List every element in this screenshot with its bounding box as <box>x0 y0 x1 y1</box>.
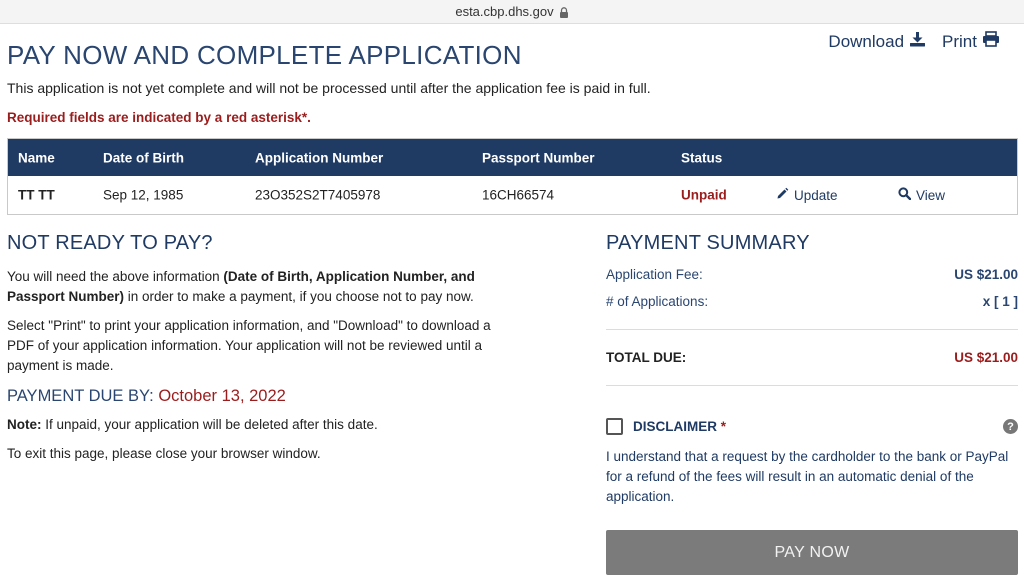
note-text: If unpaid, your application will be deleted after this date. <box>41 417 378 432</box>
update-label: Update <box>794 187 838 203</box>
not-ready-paragraph-1 <box>7 267 507 307</box>
disclaimer-checkbox[interactable] <box>606 418 623 435</box>
printer-icon <box>982 31 1000 52</box>
help-icon[interactable] <box>1003 419 1018 434</box>
status-badge: Unpaid <box>681 187 727 203</box>
p1-text-c: in order to make a payment, if you choose not to pay now. <box>124 289 474 304</box>
payment-due-date: October 13, 2022 <box>158 387 286 405</box>
disclaimer-control <box>606 418 726 435</box>
url-text: esta.cbp.dhs.gov <box>455 4 554 19</box>
total-divider <box>606 385 1018 386</box>
application-number: 23O352S2T7405978 <box>255 187 381 203</box>
note-label: Note: <box>7 417 42 432</box>
applicant-dob: Sep 12, 1985 <box>103 187 184 203</box>
total-due-row <box>606 350 1018 365</box>
download-icon <box>909 31 926 52</box>
table-header <box>8 139 1017 176</box>
applications-count-row <box>606 294 1018 309</box>
application-fee-row <box>606 267 1018 282</box>
not-ready-paragraph-2: Select "Print" to print your application information, and "Download" to download a PDF of your application information. Your application will not be reviewed until a payment is made. <box>7 318 491 373</box>
col-header-name: Name <box>18 150 55 165</box>
view-link[interactable] <box>898 187 945 203</box>
payment-summary <box>606 232 1018 507</box>
p1-text-a: You will need the above information <box>7 269 224 284</box>
col-header-application-number: Application Number <box>255 150 384 165</box>
total-due-value: US $21.00 <box>954 350 1018 365</box>
applications-count-value: x [ 1 ] <box>982 294 1018 309</box>
not-ready-section <box>7 232 507 464</box>
disclaimer-text: I understand that a request by the cardholder to the bank or PayPal for a refund of the fees will result in an automatic denial of the application. <box>606 449 1009 504</box>
update-link[interactable] <box>776 187 838 203</box>
applicant-name: TT TT <box>18 187 55 203</box>
print-button[interactable] <box>942 31 1000 52</box>
intro-text: This application is not yet complete and will not be processed until after the application fee is paid in full. <box>7 80 651 96</box>
print-label: Print <box>942 31 977 51</box>
table-row <box>8 176 1017 214</box>
col-header-dob: Date of Birth <box>103 150 184 165</box>
applications-count-label: # of Applications: <box>606 294 709 309</box>
total-due-label: TOTAL DUE: <box>606 350 687 365</box>
col-header-status: Status <box>681 150 723 165</box>
payment-due <box>7 387 507 406</box>
help-glyph: ? <box>1007 420 1014 433</box>
summary-divider <box>606 329 1018 330</box>
download-label: Download <box>828 31 905 51</box>
exit-instructions: To exit this page, please close your browser window. <box>7 446 321 461</box>
pencil-icon <box>776 187 789 203</box>
pay-now-button[interactable]: PAY NOW <box>606 530 1018 575</box>
page-actions <box>828 31 1000 52</box>
passport-number: 16CH66574 <box>482 187 555 203</box>
disclaimer-label-text: DISCLAIMER <box>633 419 717 434</box>
browser-url-bar[interactable] <box>0 0 1024 24</box>
required-asterisk: * <box>720 419 727 434</box>
deletion-note <box>7 415 507 435</box>
not-ready-title: NOT READY TO PAY? <box>7 232 213 254</box>
lock-icon <box>559 6 569 17</box>
payment-due-label: PAYMENT DUE BY: <box>7 387 154 405</box>
payment-summary-title: PAYMENT SUMMARY <box>606 232 810 254</box>
search-icon <box>898 187 911 203</box>
application-fee-label: Application Fee: <box>606 267 703 282</box>
p1-text-bold: (Date of Birth, Application Number, and Passport Number) <box>7 269 475 304</box>
page-title: PAY NOW AND COMPLETE APPLICATION <box>7 40 522 70</box>
disclaimer-label <box>633 419 726 434</box>
application-fee-value: US $21.00 <box>954 267 1018 282</box>
download-button[interactable] <box>828 31 926 52</box>
application-table <box>7 138 1018 215</box>
disclaimer-row <box>606 418 1018 435</box>
required-fields-note: Required fields are indicated by a red asterisk*. <box>7 110 311 125</box>
col-header-passport-number: Passport Number <box>482 150 595 165</box>
view-label: View <box>916 187 946 203</box>
